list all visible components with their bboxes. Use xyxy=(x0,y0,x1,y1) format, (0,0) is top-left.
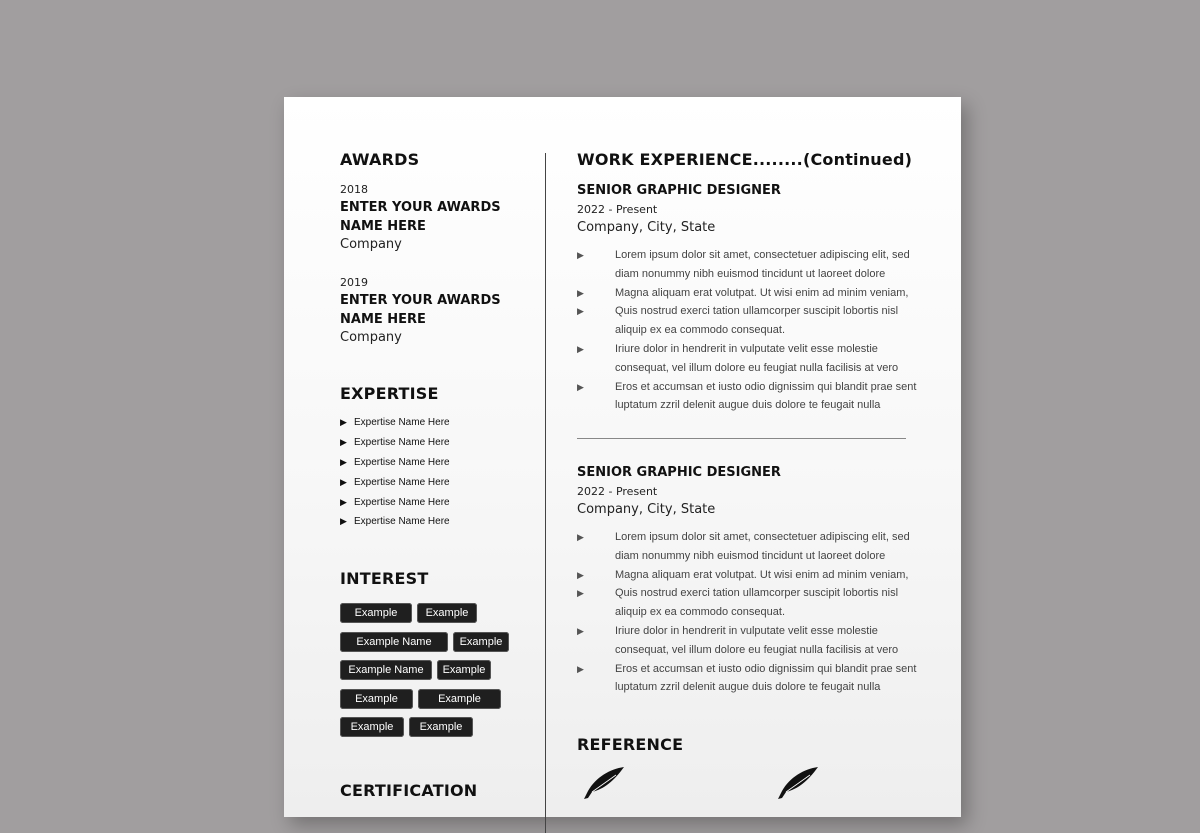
job-bullet-text: Magna aliquam erat volutpat. Ut wisi enim ad minim veniam, xyxy=(615,568,909,581)
interest-tag: Example xyxy=(340,689,413,709)
triangle-right-icon: ▶ xyxy=(340,476,347,487)
interest-tag: Example xyxy=(437,660,491,680)
expertise-list xyxy=(340,413,450,532)
triangle-right-icon: ▶ xyxy=(577,287,584,298)
job-bullet xyxy=(577,622,917,660)
triangle-right-icon: ▶ xyxy=(577,381,584,392)
expertise-label: Expertise Name Here xyxy=(354,456,450,468)
triangle-right-icon: ▶ xyxy=(577,588,584,599)
expertise-heading: EXPERTISE xyxy=(340,384,439,403)
award-year: 2019 xyxy=(340,276,368,289)
resume-page xyxy=(284,97,961,817)
job-bullets xyxy=(577,246,917,415)
interest-tag: Example Name xyxy=(340,632,448,652)
expertise-label: Expertise Name Here xyxy=(354,417,450,429)
expertise-label: Expertise Name Here xyxy=(354,476,450,488)
job-bullet xyxy=(577,528,917,566)
job-bullet-text: Eros et accumsan et iusto odio dignissim qui blandit prae sent luptatum zzril delenit augue duis dolore te feugait nulla xyxy=(615,662,917,694)
triangle-right-icon: ▶ xyxy=(340,456,347,467)
work-experience-heading: WORK EXPERIENCE........(Continued) xyxy=(577,150,913,169)
job-bullet-text: Iriure dolor in hendrerit in vulputate velit esse molestie consequat, vel illum dolore eu feugiat nulla facilisis at vero xyxy=(615,624,899,656)
reference-heading: REFERENCE xyxy=(577,735,684,754)
job-location: Company, City, State xyxy=(577,502,716,517)
job-bullet xyxy=(577,378,917,416)
expertise-item xyxy=(340,472,450,492)
expertise-item xyxy=(340,512,450,532)
triangle-right-icon: ▶ xyxy=(577,625,584,636)
triangle-right-icon: ▶ xyxy=(577,569,584,580)
job-bullet xyxy=(577,246,917,284)
interest-tag: Example xyxy=(417,603,477,623)
awards-heading: AWARDS xyxy=(340,150,420,169)
interest-tag: Example xyxy=(409,717,473,737)
job-bullet xyxy=(577,660,917,698)
job-dates: 2022 - Present xyxy=(577,203,658,216)
job-bullet-text: Quis nostrud exerci tation ullamcorper suscipit lobortis nisl aliquip ex ea commodo consequat. xyxy=(615,587,899,619)
interest-tag: Example xyxy=(453,632,509,652)
triangle-right-icon: ▶ xyxy=(340,516,347,527)
job-bullet-text: Lorem ipsum dolor sit amet, consectetuer adipiscing elit, sed diam nonummy nibh euismod tincidunt ut laoreet dolore xyxy=(615,531,910,562)
award-company: Company xyxy=(340,330,402,345)
award-company: Company xyxy=(340,237,402,252)
triangle-right-icon: ▶ xyxy=(577,532,584,542)
expertise-label: Expertise Name Here xyxy=(354,496,450,508)
certification-heading: CERTIFICATION xyxy=(340,781,478,800)
job-bullet xyxy=(577,566,917,585)
interest-tag: Example xyxy=(418,689,501,709)
triangle-right-icon: ▶ xyxy=(340,417,347,428)
job-bullet-text: Magna aliquam erat volutpat. Ut wisi enim ad minim veniam, xyxy=(615,286,909,299)
expertise-item xyxy=(340,492,450,512)
job-bullet-text: Lorem ipsum dolor sit amet, consectetuer adipiscing elit, sed diam nonummy nibh euismod tincidunt ut laoreet dolore xyxy=(615,249,910,280)
expertise-label: Expertise Name Here xyxy=(354,437,450,449)
job-bullet xyxy=(577,302,917,340)
job-bullet-text: Eros et accumsan et iusto odio dignissim qui blandit prae sent luptatum zzril delenit augue duis dolore te feugait nulla xyxy=(615,380,917,412)
triangle-right-icon: ▶ xyxy=(577,250,584,260)
job-bullet-text: Quis nostrud exerci tation ullamcorper suscipit lobortis nisl aliquip ex ea commodo consequat. xyxy=(615,305,899,337)
expertise-item xyxy=(340,433,450,453)
triangle-right-icon: ▶ xyxy=(340,437,347,448)
feather-icon xyxy=(580,765,628,801)
job-bullet-text: Iriure dolor in hendrerit in vulputate velit esse molestie consequat, vel illum dolore eu feugiat nulla facilisis at vero xyxy=(615,342,899,374)
column-divider xyxy=(545,153,546,833)
expertise-label: Expertise Name Here xyxy=(354,516,450,528)
job-location: Company, City, State xyxy=(577,220,716,235)
job-bullet xyxy=(577,584,917,622)
interest-tag: Example xyxy=(340,717,404,737)
triangle-right-icon: ▶ xyxy=(340,496,347,507)
triangle-right-icon: ▶ xyxy=(577,306,584,317)
interest-tag: Example Name xyxy=(340,660,432,680)
job-bullet xyxy=(577,340,917,378)
job-title: SENIOR GRAPHIC DESIGNER xyxy=(577,183,781,198)
job-dates: 2022 - Present xyxy=(577,485,658,498)
award-name: ENTER YOUR AWARDS NAME HERE xyxy=(340,293,501,327)
award-name: ENTER YOUR AWARDS NAME HERE xyxy=(340,200,501,234)
expertise-item xyxy=(340,413,450,433)
triangle-right-icon: ▶ xyxy=(577,343,584,354)
interest-tags xyxy=(340,603,540,746)
interest-heading: INTEREST xyxy=(340,569,429,588)
feather-icon xyxy=(774,765,822,801)
job-separator xyxy=(577,438,906,439)
interest-tag: Example xyxy=(340,603,412,623)
expertise-item xyxy=(340,453,450,473)
job-bullet xyxy=(577,284,917,303)
job-title: SENIOR GRAPHIC DESIGNER xyxy=(577,465,781,480)
job-bullets xyxy=(577,528,917,697)
triangle-right-icon: ▶ xyxy=(577,663,584,674)
award-year: 2018 xyxy=(340,183,368,196)
